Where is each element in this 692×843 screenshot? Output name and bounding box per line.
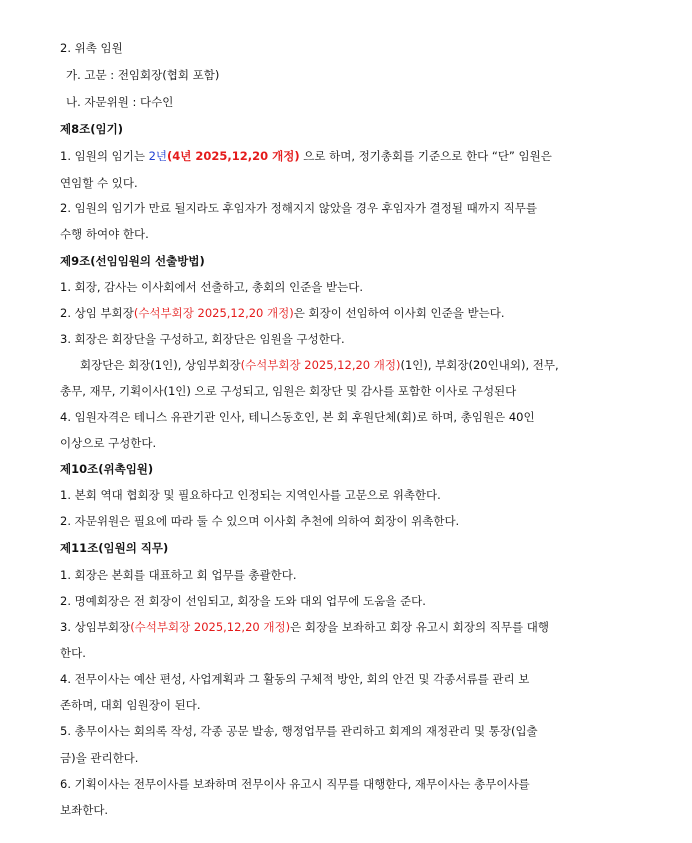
article9-p2-prefix: 2. 상임 부회장 (60, 306, 134, 320)
article9-p3b-prefix: 회장단은 회장(1인), 상임부회장 (80, 358, 241, 372)
article8-heading: 제8조(임기) (60, 122, 123, 136)
article7-item2-ga: 가. 고문 : 전임회장(협회 포함) (66, 68, 220, 82)
article11-p1: 1. 회장은 본회를 대표하고 회 업무를 총괄한다. (60, 568, 297, 582)
article8-p1-amendment: (4년 2025,12,20 개정) (167, 149, 300, 163)
article8-p2-cont: 수행 하여야 한다. (60, 227, 149, 241)
article8-p1-term: 2년 (148, 149, 168, 163)
article11-p5: 5. 총무이사는 회의록 작성, 각종 공문 발송, 행정업무를 관리하고 회계의 재정관리 및 통장(입출 (60, 724, 538, 738)
article8-p1-suffix: 으로 하며, 정기총회를 기준으로 한다 “단” 임원은 (299, 149, 552, 163)
article11-p3 (60, 620, 640, 634)
article11-p3-cont: 한다. (60, 646, 86, 660)
article9-p2-amendment: (수석부회장 2025,12,20 개정) (133, 306, 294, 320)
article9-p2-suffix: 은 회장이 선임하여 이사회 인준을 받는다. (293, 306, 505, 320)
article10-heading: 제10조(위촉임원) (60, 462, 154, 476)
article9-heading: 제9조(선임임원의 선출방법) (60, 254, 205, 268)
article11-p6: 6. 기획이사는 전무이사를 보좌하며 전무이사 유고시 직무를 대행한다, 재무이사는 총무이사를 (60, 777, 530, 791)
article11-p3-suffix: 은 회장을 보좌하고 회장 유고시 회장의 직무를 대행 (290, 620, 549, 634)
article9-p2 (60, 306, 640, 320)
article9-p4: 4. 임원자격은 테니스 유관기관 인사, 테니스동호인, 본 회 후원단체(회)로 하며, 총임원은 40인 (60, 410, 535, 424)
article11-p2: 2. 명예회장은 전 회장이 선임되고, 회장을 도와 대외 업무에 도움을 준다. (60, 594, 426, 608)
article11-p6-cont: 보좌한다. (60, 803, 109, 817)
article8-p2: 2. 임원의 임기가 만료 될지라도 후임자가 정해지지 않았을 경우 후임자가 결정될 때까지 직무를 (60, 201, 537, 215)
article10-p1: 1. 본회 역대 협회장 및 필요하다고 인정되는 지역인사를 고문으로 위촉한다. (60, 488, 441, 502)
article11-p4-cont: 존하며, 대회 임원장이 된다. (60, 698, 201, 712)
article11-p3-amendment: (수석부회장 2025,12,20 개정) (130, 620, 291, 634)
article11-p4: 4. 전무이사는 예산 편성, 사업계획과 그 활동의 구체적 방안, 회의 안건 및 각종서류를 관리 보 (60, 672, 530, 686)
article9-p4-cont: 이상으로 구성한다. (60, 436, 157, 450)
article9-p3: 3. 회장은 회장단을 구성하고, 회장단은 임원을 구성한다. (60, 332, 345, 346)
article9-p3b (80, 358, 640, 372)
article10-p2: 2. 자문위원은 필요에 따라 둘 수 있으며 이사회 추천에 의하여 회장이 위촉한다. (60, 514, 460, 528)
article11-p5-cont: 금)을 관리한다. (60, 751, 139, 765)
article7-item2: 2. 위촉 임원 (60, 41, 123, 55)
article9-p1: 1. 회장, 감사는 이사회에서 선출하고, 총회의 인준을 받는다. (60, 280, 364, 294)
article11-heading: 제11조(임원의 직무) (60, 541, 169, 555)
article8-p1-prefix: 1. 임원의 임기는 (60, 149, 149, 163)
article9-p3b-suffix: (1인), 부회장(20인내외), 전무, (400, 358, 559, 372)
article11-p3-prefix: 3. 상임부회장 (60, 620, 131, 634)
article8-p1-cont: 연임할 수 있다. (60, 176, 138, 190)
article9-p3b-cont: 총무, 재무, 기획이사(1인) 으로 구성되고, 임원은 회장단 및 감사를 포함한 이사로 구성된다 (60, 384, 517, 398)
article8-p1 (60, 149, 640, 163)
article7-item2-na: 나. 자문위원 : 다수인 (66, 95, 174, 109)
article9-p3b-amendment: (수석부회장 2025,12,20 개정) (240, 358, 401, 372)
